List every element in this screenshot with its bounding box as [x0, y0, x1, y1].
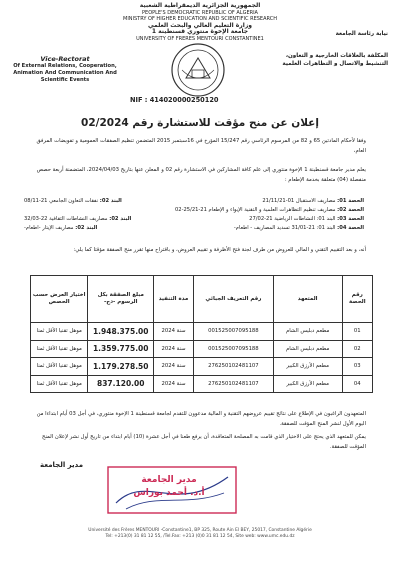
cell-choice: موهل تقنيا الأقل ثمنا: [31, 375, 88, 393]
lot-item-desc: مصاريف الإيتار -اطعام-: [24, 225, 74, 231]
stamp-line-2: أ.د. أحمد بوراس: [133, 488, 205, 498]
lot-desc: مصاريف تنظيم التظاهرات العلمية و التقنية الإيواء و الإطعام 21-25/21-02: [174, 207, 336, 213]
lot-item-label: البند 02:: [109, 216, 132, 222]
vice-rectorat-ar-line1: نيابة رئاسة الجامعة: [335, 31, 388, 37]
cell-choice: موهل تقنيا الأقل ثمنا: [31, 340, 88, 358]
table-row: [31, 358, 373, 376]
lot-item: [24, 215, 364, 224]
vice-rectorat-ar-line2: المكلفة بالعلاقات الخارجية و التعاون،: [285, 53, 388, 59]
vice-rectorat-block: [10, 56, 120, 84]
letterhead: [110, 3, 290, 42]
cell-tax-id: 276250102481107: [194, 358, 274, 376]
cell-amount: 837.120.00: [88, 375, 154, 393]
university-logo-icon: [168, 40, 228, 100]
lot-item: [24, 224, 364, 233]
appeal-paragraph: يمكن للمتعهد الذي يحتج على الاختيار الذي قامت به المصلحة المتعاقدة، أن يرفع طعنا في أجل عشرة (10) أيام ابتداء من تاريخ أول نشر لإعلان المنح المؤقت للصفقة.: [42, 434, 366, 450]
republic-en: PEOPLE'S DEMOCRATIC REPUBLIC OF ALGERIA: [142, 9, 258, 16]
signature-title: مدير الجامعة: [40, 461, 84, 469]
header-bidder: المتعهد: [273, 276, 342, 323]
table-header-row: [31, 276, 373, 323]
cell-bidder: مطعم دبليس الشام: [273, 323, 342, 341]
cell-lot: 03: [342, 358, 372, 376]
announcement-title: إعلان عن منح مؤقت للاستشارة رقم 02/2024: [81, 117, 319, 129]
footer-contact: Tel: +213(0) 31 81 12 55, /Tel.Fax: +213 (0)0 31 81 12 54, Site web: www.umc.edu.dz: [105, 534, 295, 539]
cell-amount: 1.179.278.50: [88, 358, 154, 376]
cell-amount: 1.948.375.00: [88, 323, 154, 341]
cell-duration: سنة 2024: [154, 375, 194, 393]
lot-label: الحصة 04:: [337, 225, 364, 231]
lot-item: [24, 206, 364, 215]
header-duration: مدة التنفيذ: [154, 276, 194, 323]
stamp-text: [114, 474, 224, 500]
cell-tax-id: 001525007095188: [194, 340, 274, 358]
lot-item-desc: نفقات التعاون الجامعي 21-08/11: [24, 198, 99, 204]
university-ar: جامعة الإخوة منتوري قسنطينة 1: [151, 28, 249, 35]
page-footer: [0, 528, 400, 540]
table-row: [31, 323, 373, 341]
lots-list: [24, 197, 364, 233]
cell-lot: 01: [342, 323, 372, 341]
cell-bidder: مطعم الأرزق الكبير: [273, 358, 342, 376]
stamp-line-1: مدير الجامعة: [141, 475, 197, 485]
cell-tax-id: 001525007095188: [194, 323, 274, 341]
vice-rectorat-ar-block: [276, 30, 388, 68]
republic-ar: الجمهورية الجزائرية الديمقراطية الشعبية: [139, 2, 261, 9]
results-paragraph: المتعهدون الراغبون في الإطلاع على نتائج تقييم عروضهم التقنية و المالية مدعوون للتقدم لجامعة قسنطينة 1 الإخوة منتوري، في أجل 03 أيام ابتداءا من اليوم الأول لنشر المنح المؤقت للصفقة.: [36, 411, 366, 427]
cell-choice: موهل تقنيا الأقل ثمنا: [31, 323, 88, 341]
nif-number: NIF : 414020000250120: [130, 96, 219, 104]
footer-address: Université des Frères MENTOURI -Constantine1, BP 325, Route Ain El BEY, 25017, Constantine Algérie: [88, 528, 312, 533]
cell-lot: 02: [342, 340, 372, 358]
evaluation-paragraph: أنه، و بعد التقييم التقني و المالي للعروض من طرف لجنة فتح الأظرفة و تقييم العروض، و باقتراح منها تقرر منح الصفقة مؤقتا كما يلي:: [73, 247, 366, 253]
vice-rectorat-description: Of External Relations, Cooperation, Animation And Communication And Scientific Events: [13, 63, 117, 83]
header-amount: مبلغ الصفقة بكل الرسوم -دج-: [88, 276, 154, 323]
lot-label: الحصة 01:: [337, 198, 364, 204]
cell-bidder: مطعم الأرزق الكبير: [273, 375, 342, 393]
header-choice: اختيار العرض حسب الحصص: [31, 276, 88, 323]
lot-label: الحصة 03:: [337, 216, 364, 222]
ministry-en: MINISTRY OF HIGHER EDUCATION AND SCIENTIFIC RESEARCH: [123, 16, 277, 22]
lot-item-label: البند 02:: [75, 225, 98, 231]
intro-paragraph-1: وفقا لأحكام المادتين 65 و 82 من المرسوم الرئاسي رقم 15/247 المؤرخ في 16سبتمبر 2015 المتضمن تنظيم الصفقات العمومية و تفويضات المرفق العام،: [36, 138, 366, 154]
lot-item-desc: مصاريف النشاطات الثقافية 22-32/03: [24, 216, 108, 222]
lot-item: [24, 197, 364, 206]
header-tax-id: رقم التعريف الجبائي: [194, 276, 274, 323]
lot-desc: البند 01: النشاطات الرياضية 21-27/02: [249, 216, 336, 222]
cell-duration: سنة 2024: [154, 358, 194, 376]
lot-item-label: البند 02:: [99, 198, 122, 204]
cell-bidder: مطعم دبليس الشام: [273, 340, 342, 358]
lot-label: الحصة 02:: [337, 207, 364, 213]
lot-desc: مصاريف الاستقبال 01-21/11/21: [262, 198, 336, 204]
intro-paragraph-2: يعلم مدير جامعة قسنطينة 1 الإخوة منتوري إلى علم كافة المشاركين في الاستشارة رقم 02 و المعلن عنها بتاريخ 2024/04/03، المتضمنة أربعة حصص منفصلة (04) متعلقة بخدمة الإطعام :: [36, 167, 366, 183]
award-table: [30, 275, 373, 393]
table-row: [31, 375, 373, 393]
cell-duration: سنة 2024: [154, 340, 194, 358]
university-en: UNIVERSITY OF FRERES MENTOURI CONSTANTINE1: [136, 35, 264, 42]
cell-lot: 04: [342, 375, 372, 393]
cell-duration: سنة 2024: [154, 323, 194, 341]
table-row: [31, 340, 373, 358]
vice-rectorat-title: Vice-Rectorat: [40, 55, 90, 63]
cell-amount: 1.359.775.00: [88, 340, 154, 358]
cell-choice: موهل تقنيا الأقل ثمنا: [31, 358, 88, 376]
lot-desc: البند 01: 21-31/01 تسديد المصاريف - اطعام-: [233, 225, 336, 231]
cell-tax-id: 276250102481107: [194, 375, 274, 393]
header-lot: رقم الحصة: [342, 276, 372, 323]
vice-rectorat-ar-line3: التنشيط والاتصال و التظاهرات العلمية: [282, 61, 388, 67]
ministry-ar: وزارة التعليم العالي والبحث العلمي: [147, 21, 252, 29]
